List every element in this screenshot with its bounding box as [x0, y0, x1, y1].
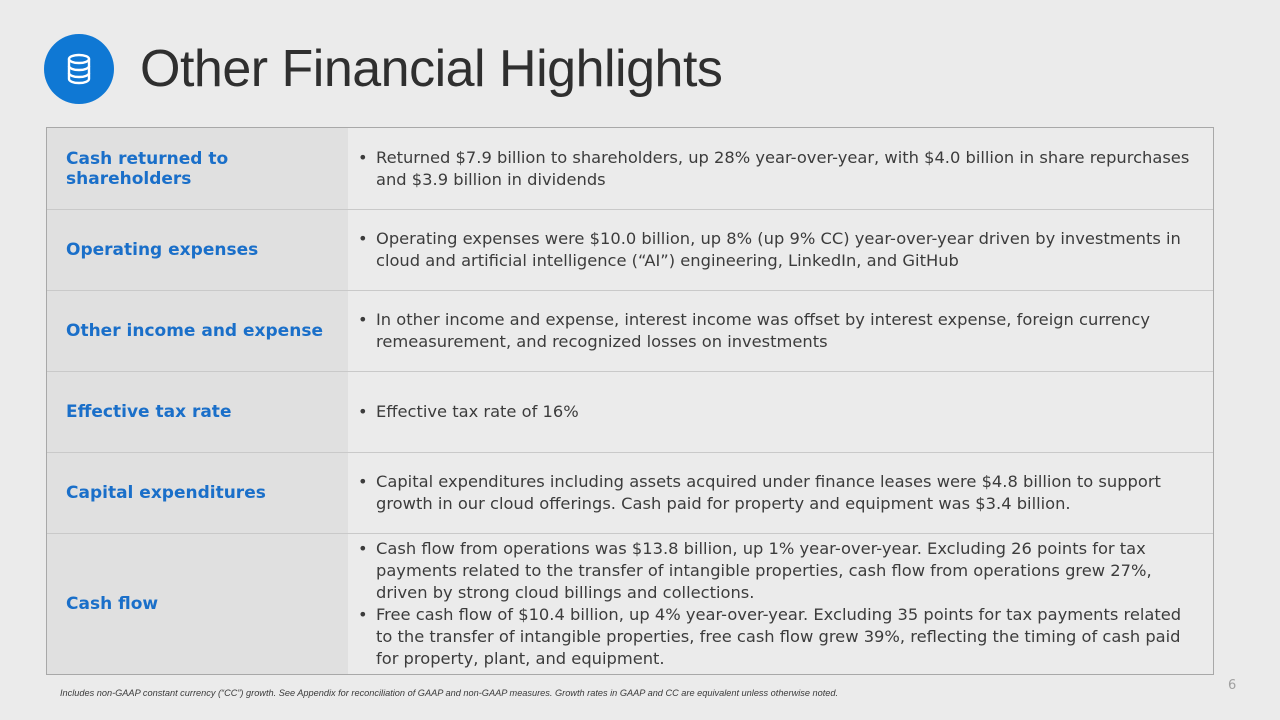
bullet-text: Effective tax rate of 16% [376, 402, 579, 421]
bullet-item [358, 538, 1197, 604]
highlights-table [46, 127, 1214, 675]
bullet-marker: • [358, 147, 368, 167]
bullet-marker: • [358, 605, 368, 624]
bullet-item [358, 309, 1197, 353]
bullet-text: Operating expenses were $10.0 billion, up 8% (up 9% CC) year-over-year driven by investments in cloud and artificial intelligence (“AI”) engineering, LinkedIn, and GitHub [376, 229, 1181, 270]
table-row [47, 452, 1213, 533]
table-row [47, 371, 1213, 452]
bullet-text: Capital expenditures including assets acquired under finance leases were $4.8 billion to support growth in our cloud offerings. Cash paid for property and equipment was $3.4 billion. [376, 472, 1161, 513]
page-title: Other Financial Highlights [140, 40, 723, 98]
row-label: Other income and expense [47, 291, 348, 371]
table-row [47, 128, 1213, 209]
bullet-marker: • [358, 472, 368, 491]
bullet-text: Returned $7.9 billion to shareholders, up 28% year-over-year, with $4.0 billion in share repurchases and $3.9 billion in dividends [376, 147, 1190, 189]
database-icon [44, 34, 114, 104]
row-label: Cash returned to shareholders [47, 128, 348, 209]
bullet-item [358, 228, 1197, 272]
bullet-text: Free cash flow of $10.4 billion, up 4% year-over-year. Excluding 35 points for tax payments related to the transfer of intangible properties, free cash flow grew 39%, reflecting the timing of cash paid for property, plant, and equipment. [376, 605, 1182, 668]
bullet-text: In other income and expense, interest income was offset by interest expense, foreign currency remeasurement, and recognized losses on investments [376, 310, 1150, 351]
row-content [348, 210, 1213, 290]
row-label: Effective tax rate [47, 372, 348, 452]
row-content [348, 372, 1213, 452]
bullet-item [358, 471, 1197, 515]
bullet-marker: • [358, 402, 368, 421]
slide-header [44, 34, 722, 104]
bullet-marker: • [358, 310, 368, 329]
row-label: Operating expenses [47, 210, 348, 290]
row-label: Cash flow [47, 534, 348, 674]
row-content [348, 291, 1213, 371]
bullet-marker: • [358, 539, 368, 558]
row-label: Capital expenditures [47, 453, 348, 533]
table-row [47, 209, 1213, 290]
row-content [348, 534, 1213, 674]
bullet-item [358, 147, 1197, 191]
table-row [47, 533, 1213, 674]
footnote: Includes non-GAAP constant currency (“CC”) growth. See Appendix for reconciliation of GAAP and non-GAAP measures. Growth rates in GAAP and CC are equivalent unless otherwise noted. [60, 688, 839, 698]
table-row [47, 290, 1213, 371]
bullet-text: Cash flow from operations was $13.8 billion, up 1% year-over-year. Excluding 26 points for tax payments related to the transfer of intangible properties, cash flow from operations grew 27%, driven by strong cloud billings and collections. [376, 539, 1152, 602]
bullet-item [358, 604, 1197, 670]
row-content [348, 453, 1213, 533]
bullet-marker: • [358, 229, 368, 248]
row-content [348, 128, 1213, 209]
bullet-item [358, 401, 1197, 423]
page-number: 6 [1228, 678, 1237, 693]
